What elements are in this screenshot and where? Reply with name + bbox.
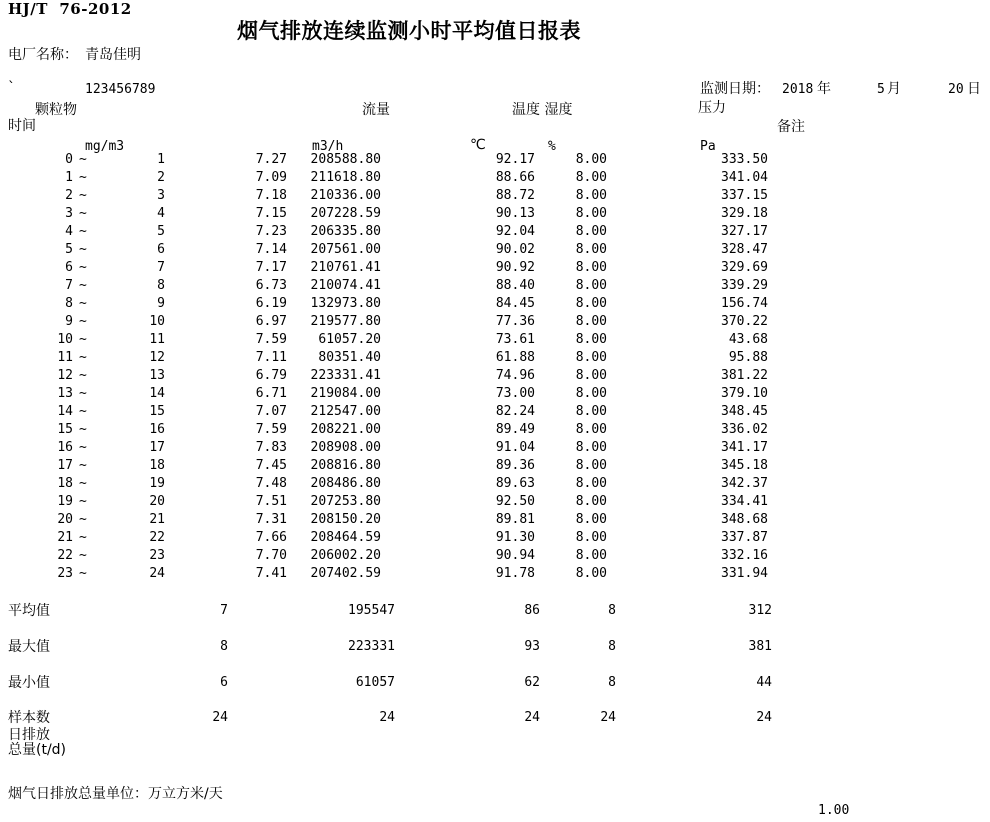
summary-label: 平均值 bbox=[8, 603, 50, 619]
temperature-value: 92.50 bbox=[495, 494, 535, 509]
particulate-value: 7.07 bbox=[255, 404, 287, 419]
humidity-value: 8.00 bbox=[575, 494, 607, 509]
tilde: ~ bbox=[79, 566, 87, 581]
hour-row bbox=[0, 277, 990, 295]
col-header-particulate: 颗粒物 bbox=[35, 102, 77, 118]
hour-from: 23 bbox=[57, 566, 73, 581]
hour-row bbox=[0, 331, 990, 349]
particulate-value: 7.17 bbox=[255, 260, 287, 275]
hour-from: 10 bbox=[57, 332, 73, 347]
flow-value: 207253.80 bbox=[310, 494, 381, 509]
serial-number: 123456789 bbox=[85, 82, 156, 97]
tilde: ~ bbox=[79, 350, 87, 365]
hour-to: 23 bbox=[149, 548, 165, 563]
particulate-value: 7.70 bbox=[255, 548, 287, 563]
hour-row bbox=[0, 511, 990, 529]
particulate-value: 7.15 bbox=[255, 206, 287, 221]
tilde: ~ bbox=[79, 548, 87, 563]
hour-from: 18 bbox=[57, 476, 73, 491]
daily-total-label: 总量(t/d) bbox=[8, 742, 67, 758]
hour-row bbox=[0, 403, 990, 421]
summary-humidity: 8 bbox=[608, 675, 616, 690]
pressure-value: 370.22 bbox=[721, 314, 768, 329]
temperature-value: 73.00 bbox=[495, 386, 535, 401]
particulate-value: 7.14 bbox=[255, 242, 287, 257]
hour-row bbox=[0, 439, 990, 457]
particulate-value: 7.27 bbox=[255, 152, 287, 167]
hour-from: 21 bbox=[57, 530, 73, 545]
hour-from: 11 bbox=[57, 350, 73, 365]
hour-to: 6 bbox=[157, 242, 165, 257]
pressure-value: 341.04 bbox=[721, 170, 768, 185]
flow-value: 210336.00 bbox=[310, 188, 381, 203]
summary-row bbox=[0, 674, 990, 692]
hour-from: 15 bbox=[57, 422, 73, 437]
particulate-value: 7.23 bbox=[255, 224, 287, 239]
col-header-temp-humidity: 温度 湿度 bbox=[512, 102, 573, 118]
temperature-value: 73.61 bbox=[495, 332, 535, 347]
tilde: ~ bbox=[79, 404, 87, 419]
flow-value: 219084.00 bbox=[310, 386, 381, 401]
particulate-value: 7.66 bbox=[255, 530, 287, 545]
hour-row bbox=[0, 385, 990, 403]
flow-value: 207228.59 bbox=[310, 206, 381, 221]
hour-to: 1 bbox=[157, 152, 165, 167]
humidity-value: 8.00 bbox=[575, 548, 607, 563]
date-month-unit: 月 bbox=[887, 81, 901, 97]
pressure-value: 337.87 bbox=[721, 530, 768, 545]
hour-row bbox=[0, 313, 990, 331]
unit-flow: m3/h bbox=[312, 139, 344, 154]
standard-code: HJ/T 76-2012 bbox=[8, 0, 132, 18]
temperature-value: 89.63 bbox=[495, 476, 535, 491]
date-day-value: 20 bbox=[948, 82, 964, 97]
temperature-value: 89.49 bbox=[495, 422, 535, 437]
humidity-value: 8.00 bbox=[575, 152, 607, 167]
temperature-value: 92.17 bbox=[495, 152, 535, 167]
monitor-date-label: 监测日期： bbox=[700, 81, 770, 97]
flow-value: 208816.80 bbox=[310, 458, 381, 473]
particulate-value: 6.79 bbox=[255, 368, 287, 383]
particulate-value: 7.59 bbox=[255, 422, 287, 437]
hour-from: 12 bbox=[57, 368, 73, 383]
humidity-value: 8.00 bbox=[575, 422, 607, 437]
hour-row bbox=[0, 223, 990, 241]
hour-to: 3 bbox=[157, 188, 165, 203]
temperature-value: 90.13 bbox=[495, 206, 535, 221]
summary-label: 最小值 bbox=[8, 675, 50, 691]
tilde: ~ bbox=[79, 278, 87, 293]
summary-flow: 195547 bbox=[348, 603, 395, 618]
pressure-value: 95.88 bbox=[728, 350, 768, 365]
humidity-value: 8.00 bbox=[575, 260, 607, 275]
tilde: ~ bbox=[79, 242, 87, 257]
summary-flow: 61057 bbox=[355, 675, 395, 690]
hour-row bbox=[0, 457, 990, 475]
hour-to: 9 bbox=[157, 296, 165, 311]
temperature-value: 90.94 bbox=[495, 548, 535, 563]
humidity-value: 8.00 bbox=[575, 314, 607, 329]
hour-row bbox=[0, 529, 990, 547]
hour-from: 19 bbox=[57, 494, 73, 509]
summary-pressure: 381 bbox=[748, 639, 772, 654]
tilde: ~ bbox=[79, 170, 87, 185]
summary-temperature: 86 bbox=[524, 603, 540, 618]
flow-value: 210074.41 bbox=[310, 278, 381, 293]
pressure-value: 329.18 bbox=[721, 206, 768, 221]
tilde: ~ bbox=[79, 152, 87, 167]
hour-row bbox=[0, 241, 990, 259]
summary-particulate: 8 bbox=[220, 639, 228, 654]
unit-temperature: ℃ bbox=[470, 137, 486, 153]
humidity-value: 8.00 bbox=[575, 476, 607, 491]
hour-from: 8 bbox=[65, 296, 73, 311]
pressure-value: 348.45 bbox=[721, 404, 768, 419]
date-year-value: 2018 bbox=[782, 82, 814, 97]
temperature-value: 89.36 bbox=[495, 458, 535, 473]
hour-row bbox=[0, 205, 990, 223]
hour-to: 14 bbox=[149, 386, 165, 401]
unit-humidity: % bbox=[548, 139, 556, 154]
hour-row bbox=[0, 151, 990, 169]
hour-to: 12 bbox=[149, 350, 165, 365]
hour-row bbox=[0, 475, 990, 493]
hour-to: 2 bbox=[157, 170, 165, 185]
hour-to: 10 bbox=[149, 314, 165, 329]
hour-row bbox=[0, 367, 990, 385]
tilde: ~ bbox=[79, 530, 87, 545]
particulate-value: 6.71 bbox=[255, 386, 287, 401]
daily-emission-label: 日排放 bbox=[8, 727, 50, 743]
humidity-value: 8.00 bbox=[575, 404, 607, 419]
pressure-value: 327.17 bbox=[721, 224, 768, 239]
flow-value: 208464.59 bbox=[310, 530, 381, 545]
temperature-value: 91.30 bbox=[495, 530, 535, 545]
humidity-value: 8.00 bbox=[575, 170, 607, 185]
col-header-pressure: 压力 bbox=[698, 100, 726, 116]
hour-row bbox=[0, 295, 990, 313]
hour-from: 2 bbox=[65, 188, 73, 203]
hour-row bbox=[0, 259, 990, 277]
particulate-value: 7.45 bbox=[255, 458, 287, 473]
tilde: ~ bbox=[79, 332, 87, 347]
summary-pressure: 44 bbox=[756, 675, 772, 690]
summary-particulate: 24 bbox=[212, 710, 228, 725]
humidity-value: 8.00 bbox=[575, 188, 607, 203]
hour-from: 20 bbox=[57, 512, 73, 527]
col-header-time: 时间 bbox=[8, 118, 36, 134]
temperature-value: 89.81 bbox=[495, 512, 535, 527]
flow-value: 223331.41 bbox=[310, 368, 381, 383]
particulate-value: 7.11 bbox=[255, 350, 287, 365]
tilde: ~ bbox=[79, 224, 87, 239]
hour-from: 22 bbox=[57, 548, 73, 563]
hour-from: 17 bbox=[57, 458, 73, 473]
hour-to: 8 bbox=[157, 278, 165, 293]
flow-value: 212547.00 bbox=[310, 404, 381, 419]
hour-row bbox=[0, 547, 990, 565]
total-value: 1.00 bbox=[818, 803, 850, 818]
hour-to: 13 bbox=[149, 368, 165, 383]
hour-to: 5 bbox=[157, 224, 165, 239]
temperature-value: 90.02 bbox=[495, 242, 535, 257]
particulate-value: 7.59 bbox=[255, 332, 287, 347]
temperature-value: 91.04 bbox=[495, 440, 535, 455]
summary-humidity: 8 bbox=[608, 639, 616, 654]
plant-name-value: 青岛佳明 bbox=[85, 47, 141, 63]
humidity-value: 8.00 bbox=[575, 368, 607, 383]
hour-row bbox=[0, 187, 990, 205]
hour-to: 19 bbox=[149, 476, 165, 491]
hour-from: 3 bbox=[65, 206, 73, 221]
temperature-value: 82.24 bbox=[495, 404, 535, 419]
pressure-value: 156.74 bbox=[721, 296, 768, 311]
particulate-value: 6.73 bbox=[255, 278, 287, 293]
flow-value: 208908.00 bbox=[310, 440, 381, 455]
summary-pressure: 24 bbox=[756, 710, 772, 725]
pressure-value: 333.50 bbox=[721, 152, 768, 167]
summary-humidity: 8 bbox=[608, 603, 616, 618]
pressure-value: 329.69 bbox=[721, 260, 768, 275]
temperature-value: 91.78 bbox=[495, 566, 535, 581]
summary-row bbox=[0, 602, 990, 620]
summary-pressure: 312 bbox=[748, 603, 772, 618]
hour-from: 5 bbox=[65, 242, 73, 257]
col-header-flow: 流量 bbox=[362, 102, 390, 118]
plant-name-label: 电厂名称： bbox=[8, 47, 78, 63]
tilde: ~ bbox=[79, 422, 87, 437]
pressure-value: 332.16 bbox=[721, 548, 768, 563]
date-day-unit: 日 bbox=[967, 81, 981, 97]
col-header-remark: 备注 bbox=[777, 119, 805, 135]
hour-to: 18 bbox=[149, 458, 165, 473]
date-year-unit: 年 bbox=[817, 81, 831, 97]
flow-value: 208221.00 bbox=[310, 422, 381, 437]
date-month-value: 5 bbox=[877, 82, 885, 97]
tilde: ~ bbox=[79, 512, 87, 527]
summary-temperature: 24 bbox=[524, 710, 540, 725]
particulate-value: 7.51 bbox=[255, 494, 287, 509]
pressure-value: 336.02 bbox=[721, 422, 768, 437]
summary-flow: 223331 bbox=[348, 639, 395, 654]
hour-from: 16 bbox=[57, 440, 73, 455]
flow-value: 210761.41 bbox=[310, 260, 381, 275]
hour-to: 7 bbox=[157, 260, 165, 275]
pressure-value: 337.15 bbox=[721, 188, 768, 203]
hour-to: 16 bbox=[149, 422, 165, 437]
flow-value: 61057.20 bbox=[318, 332, 381, 347]
flow-value: 132973.80 bbox=[310, 296, 381, 311]
humidity-value: 8.00 bbox=[575, 224, 607, 239]
hour-row bbox=[0, 421, 990, 439]
summary-label: 样本数 bbox=[8, 710, 50, 726]
tilde: ~ bbox=[79, 458, 87, 473]
temperature-value: 88.66 bbox=[495, 170, 535, 185]
pressure-value: 339.29 bbox=[721, 278, 768, 293]
tilde: ~ bbox=[79, 494, 87, 509]
particulate-value: 7.83 bbox=[255, 440, 287, 455]
flow-value: 206002.20 bbox=[310, 548, 381, 563]
temperature-value: 84.45 bbox=[495, 296, 535, 311]
page-title: 烟气排放连续监测小时平均值日报表 bbox=[237, 19, 581, 43]
pressure-value: 328.47 bbox=[721, 242, 768, 257]
summary-label: 最大值 bbox=[8, 639, 50, 655]
hour-from: 7 bbox=[65, 278, 73, 293]
hour-to: 4 bbox=[157, 206, 165, 221]
hour-row bbox=[0, 349, 990, 367]
flow-value: 208486.80 bbox=[310, 476, 381, 491]
hour-from: 1 bbox=[65, 170, 73, 185]
tilde: ~ bbox=[79, 476, 87, 491]
hour-to: 20 bbox=[149, 494, 165, 509]
flow-value: 206335.80 bbox=[310, 224, 381, 239]
hour-from: 14 bbox=[57, 404, 73, 419]
tilde: ~ bbox=[79, 296, 87, 311]
pressure-value: 381.22 bbox=[721, 368, 768, 383]
temperature-value: 77.36 bbox=[495, 314, 535, 329]
tick-mark: ` bbox=[8, 80, 15, 96]
humidity-value: 8.00 bbox=[575, 278, 607, 293]
pressure-value: 341.17 bbox=[721, 440, 768, 455]
temperature-value: 61.88 bbox=[495, 350, 535, 365]
pressure-value: 331.94 bbox=[721, 566, 768, 581]
hour-to: 15 bbox=[149, 404, 165, 419]
tilde: ~ bbox=[79, 260, 87, 275]
hour-from: 9 bbox=[65, 314, 73, 329]
hour-row bbox=[0, 493, 990, 511]
particulate-value: 7.18 bbox=[255, 188, 287, 203]
humidity-value: 8.00 bbox=[575, 566, 607, 581]
humidity-value: 8.00 bbox=[575, 458, 607, 473]
unit-pressure: Pa bbox=[700, 139, 716, 154]
summary-row bbox=[0, 709, 990, 727]
tilde: ~ bbox=[79, 368, 87, 383]
summary-humidity: 24 bbox=[600, 710, 616, 725]
temperature-value: 88.40 bbox=[495, 278, 535, 293]
flow-value: 207402.59 bbox=[310, 566, 381, 581]
temperature-value: 88.72 bbox=[495, 188, 535, 203]
summary-row bbox=[0, 638, 990, 656]
pressure-value: 43.68 bbox=[728, 332, 768, 347]
hour-row bbox=[0, 565, 990, 583]
pressure-value: 334.41 bbox=[721, 494, 768, 509]
hour-to: 22 bbox=[149, 530, 165, 545]
pressure-value: 348.68 bbox=[721, 512, 768, 527]
flow-value: 207561.00 bbox=[310, 242, 381, 257]
hour-to: 11 bbox=[149, 332, 165, 347]
pressure-value: 342.37 bbox=[721, 476, 768, 491]
humidity-value: 8.00 bbox=[575, 512, 607, 527]
tilde: ~ bbox=[79, 188, 87, 203]
humidity-value: 8.00 bbox=[575, 242, 607, 257]
summary-temperature: 62 bbox=[524, 675, 540, 690]
flow-value: 208150.20 bbox=[310, 512, 381, 527]
particulate-value: 7.09 bbox=[255, 170, 287, 185]
particulate-value: 6.97 bbox=[255, 314, 287, 329]
humidity-value: 8.00 bbox=[575, 350, 607, 365]
unit-note: 烟气日排放总量单位：万立方米/天 bbox=[8, 786, 223, 802]
flow-value: 219577.80 bbox=[310, 314, 381, 329]
particulate-value: 7.31 bbox=[255, 512, 287, 527]
summary-particulate: 7 bbox=[220, 603, 228, 618]
summary-temperature: 93 bbox=[524, 639, 540, 654]
hour-to: 21 bbox=[149, 512, 165, 527]
flow-value: 211618.80 bbox=[310, 170, 381, 185]
hour-from: 13 bbox=[57, 386, 73, 401]
temperature-value: 92.04 bbox=[495, 224, 535, 239]
hour-to: 17 bbox=[149, 440, 165, 455]
pressure-value: 345.18 bbox=[721, 458, 768, 473]
temperature-value: 74.96 bbox=[495, 368, 535, 383]
summary-flow: 24 bbox=[379, 710, 395, 725]
humidity-value: 8.00 bbox=[575, 386, 607, 401]
hour-from: 4 bbox=[65, 224, 73, 239]
flow-value: 208588.80 bbox=[310, 152, 381, 167]
flow-value: 80351.40 bbox=[318, 350, 381, 365]
hour-row bbox=[0, 169, 990, 187]
unit-particulate: mg/m3 bbox=[85, 139, 125, 154]
tilde: ~ bbox=[79, 314, 87, 329]
hour-from: 0 bbox=[65, 152, 73, 167]
pressure-value: 379.10 bbox=[721, 386, 768, 401]
humidity-value: 8.00 bbox=[575, 530, 607, 545]
humidity-value: 8.00 bbox=[575, 296, 607, 311]
temperature-value: 90.92 bbox=[495, 260, 535, 275]
tilde: ~ bbox=[79, 440, 87, 455]
particulate-value: 7.48 bbox=[255, 476, 287, 491]
hour-from: 6 bbox=[65, 260, 73, 275]
tilde: ~ bbox=[79, 386, 87, 401]
humidity-value: 8.00 bbox=[575, 332, 607, 347]
summary-particulate: 6 bbox=[220, 675, 228, 690]
humidity-value: 8.00 bbox=[575, 440, 607, 455]
particulate-value: 6.19 bbox=[255, 296, 287, 311]
humidity-value: 8.00 bbox=[575, 206, 607, 221]
tilde: ~ bbox=[79, 206, 87, 221]
particulate-value: 7.41 bbox=[255, 566, 287, 581]
hour-to: 24 bbox=[149, 566, 165, 581]
